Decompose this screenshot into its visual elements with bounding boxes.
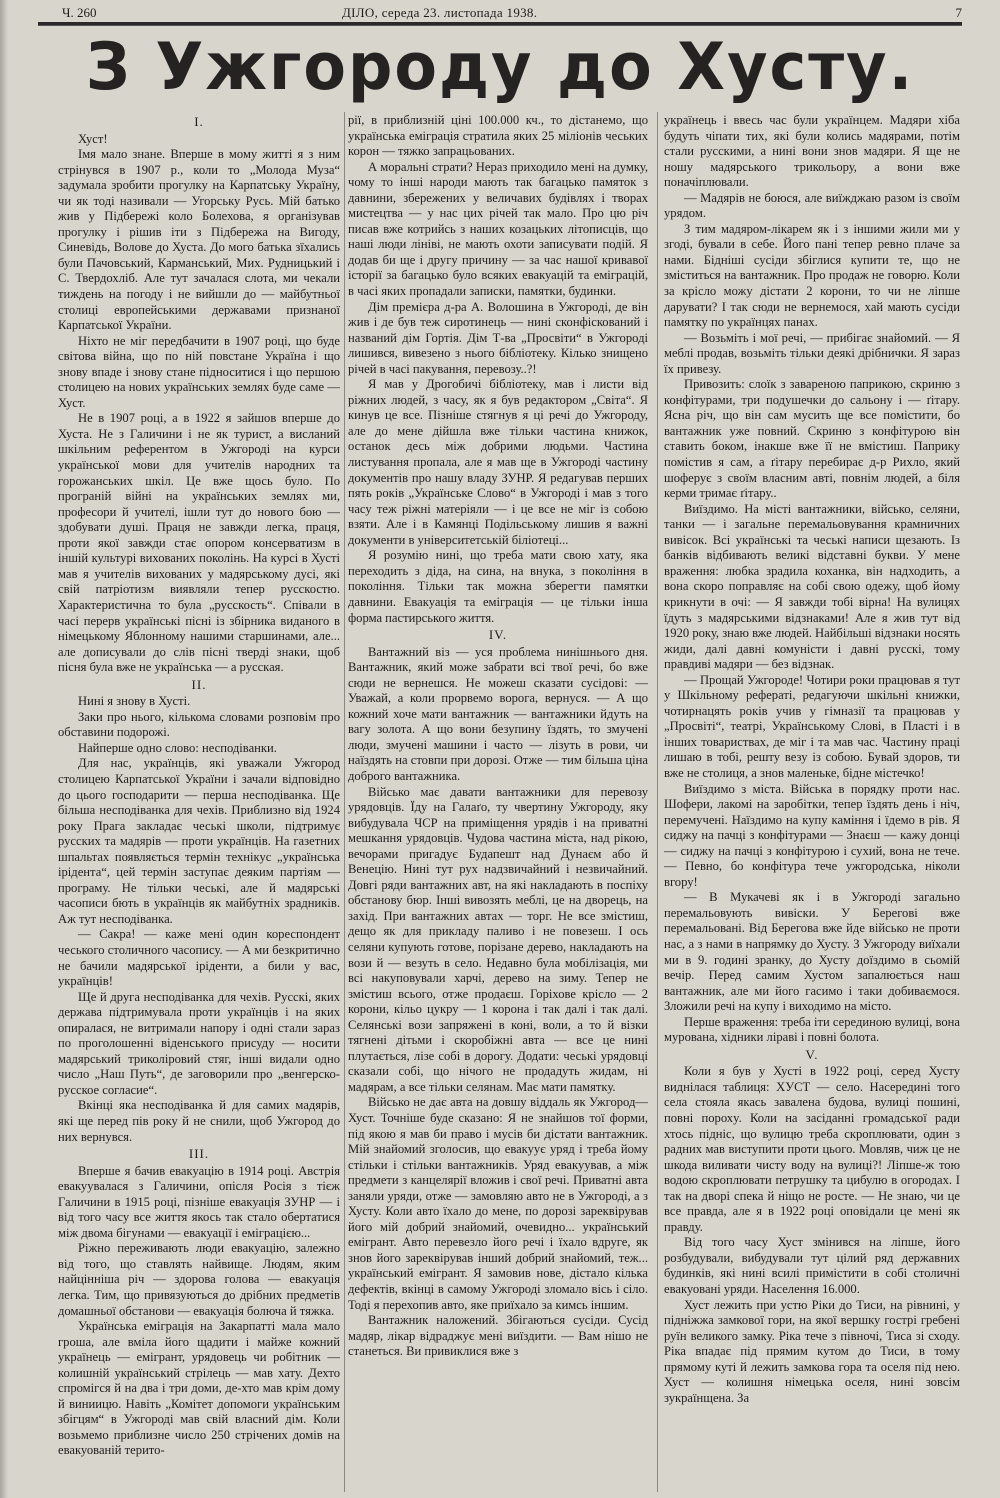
section-heading: II.: [191, 676, 207, 692]
column-divider: [657, 112, 658, 1492]
section-heading: V.: [805, 1046, 819, 1062]
paragraph: Військо має давати вантажники для перевозу урядовців. Їду на Галаґо, ту чвертину Ужгороду, яку вибудувала ЧСР на приміщення урядів і на приватні мешкання урядовців. Чудова частина міста, над рікою, вечорами пригадує Будапешт над Дунаєм або й Венецію. Нині тут рух надзвичайний і незвичайний. Довгі ряди вантажних авт, на які накладають в поспіху обстанову бюр. Інші вивозять меблі, це на дворець, на захід. При вантажних автах — торг. Не все змістиш, дещо як для прикладу паливо і не повезеш. І ось селяни купують готове, порізане дерево, накладають на вози й — везуть в село. Недавно була мобілізація, ми всі накуповували харчі, дерево на зиму. Тепер не змістиш всього, отже продаєш. Горіхове крісло — 2 корони, кільо цукру — 1 корона і так далі і так далі. Селянські вози запряжені в коні, воли, а то й візки тягнені дітьми і скоробіжні авта — все це нині плутається, лізе собі в дорогу. Додати: чеські урядовці сказали собі, що нічого не продадуть жидам, ні мадярам, а все тільки селянам. Має мати памятку.: [348, 784, 648, 1094]
masthead-date: ДІЛО, середа 23. листопада 1938.: [342, 5, 538, 20]
paragraph: Вантажний віз — уся проблема нинішнього дня. Вантажник, який може забрати всі твої речі, бо вже сюди не вернешся. Не можеш сказати сусідові: — Уважай, а коли прорвемо ворога, вернуся. — А що кожний хоче мати вантажник — вантажники йдуть на вагу золота. А що вони безупину їздять, то змучені люди, змучені машини і часто — лізуть в рови, чи наїздять на стовпи при дорозі. Отже — тим більша ціна доброго вантажника.: [348, 644, 648, 783]
column-1: [58, 113, 340, 1498]
page-number: 7: [955, 5, 962, 20]
paragraph: З тим мадяром-лікарем як і з іншими жили ми у згоді, бували в себе. Його пані тепер ревно плаче за нами. Бідніші сусіди збіглися купити те, що не зміститься на вантажник. Про продаж не говорю. Коли за крісло можу дістати 2 корони, то чи не ліпше дарувати? І так сюди не вернемося, хай мають сусіди памятку по українцях панах.: [664, 221, 960, 330]
paragraph: Дім премієра д-ра А. Волошина в Ужгороді, де він жив і де був теж сиротинець — нині сконфіскований і названий дім Гортія. Дім Т-ва „Просвіти“ в Ужгороді лишився, вивезено з нього бібліотеку. Кілько знищено річей в часі пакування, перевозу..?!: [348, 299, 648, 376]
paragraph: Привозить: слоїк з завареною паприкою, скриню з конфітурами, три подушечки до сальону і — ґітару. Ясна річ, що він сам мусить ще все помістити, бо вантажник уже повний. Скриню з конфітурою він ставить боком, інакше вже її не вмістиш. Паприку помістив я сам, а ґітару перебирає д-р Рихло, який шоферує з своїм власним авті, повнім людей, а біля керми тримає ґітару..: [664, 377, 960, 501]
paragraph: українець і ввесь час були українцем. Мадяри хіба будуть чіпати тих, які були колись мадярами, потім стали русскими, а нині вони знов мадяри. Я ще не ношу мадярського трикольору, а вони вже поначіплювали.: [664, 113, 960, 190]
paragraph: Ніхто не міг передбачити в 1907 році, що буде світова війна, що по ній повстане Україна і що знову впаде і знову стане підноситися і що першою столицею на нових українських землях буде саме — Хуст.: [58, 333, 340, 410]
page-edge-shadow: [0, 0, 8, 1498]
running-head: [62, 5, 962, 23]
header-rule: [38, 22, 962, 26]
paragraph: Ще й друга несподіванка для чехів. Русскі, яких держава підтримувала проти українців і на яких опиралася, не витримали напору і одні стали зараз по проголошенні віденського присуду — носити мадярський триколіровий стяг, інші видали одно число „Наш Путь“, де заговорили про „венгерско-русское согласие“.: [58, 989, 340, 1097]
section-heading: IV.: [488, 627, 508, 643]
issue-number: Ч. 260: [62, 5, 97, 20]
paragraph: Вкінці яка несподіванка й для самих мадярів, які ще перед пів року й не снили, щоб Ужгород до них вернувся.: [58, 1098, 340, 1144]
section-heading: I.: [194, 114, 204, 129]
paragraph: Українська еміграція на Закарпатті мала мало гроша, але вміла його щадити і майже кожний українець — емігрант, урядовець чи робітник — колишній український стрілець — мав хату. Дехто спромігся й на два і три доми, де-хто мав крім дому й виниицю. Навіть „Комітет допомоги українським збігцям“ в Ужгороді мав свій власний дім. Коли возьмемо приблизне число 250 стрічених домів на евакуованій терито-: [58, 1319, 340, 1458]
paragraph: А моральні страти? Нераз приходило мені на думку, чому то інші народи мають так багацько памяток з давнини, збережених у величавих будівлях і творах мистецтва — у нас цих річей так мало. Про цю річ писав вже котрийсь з наших козацьких літописців, що наші люди лініві, не мають охоти записувати подій. Я додав би ще і другу причину — за час нашої кривавої історії за багацько було всяких евакуацій та еміграцій, в часі яких пропадали записки, памятки, будинки.: [348, 159, 648, 299]
paragraph: — Сакра! — каже мені один кореспондент чеського столичного часопису. — А ми безкритично не бачили мадярської іріденти, а били у вас, українців!: [58, 927, 340, 989]
paragraph: рії, в приблизній ціні 100.000 кч., то дістанемо, що українська еміграція стратила яких 25 міліонів чеських корон — тяжко запрацьованих.: [348, 113, 648, 159]
paragraph: Я розумію нині, що треба мати свою хату, яка переходить з діда, на сина, на внука, з покоління в покоління. Тільки так можна зберегти памятки давнини. Евакуація та еміграція — це тільки інша форма пастирського життя.: [348, 548, 648, 625]
paragraph: — В Мукачеві як і в Ужгороді загально перемальовують вивіски. У Берегові вже перемальовані. Від Берегова вже йде військо не проти нас, а з нами в напрямку до Хусту. З Ужгороду виїхали ми в 9. годині зранку, до Хусту доїздимо в сьомій вечір. Перед самим Хустом запалюється наш вантажник, але ми його гасимо і таки добиваємося. Зложили речі на купу і виходимо на місто.: [664, 890, 960, 1014]
paragraph: Найперше одно слово: несподіванки.: [78, 740, 277, 755]
paragraph: — Возьміть і мої речі, — прибігає знайомий. — Я меблі продав, возьміть тільки деякі дрібнички. Я зараз їх привезу.: [664, 330, 960, 376]
paragraph: Для нас, українців, які уважали Ужгород столицею Карпатської України і зачали відповідно до цього господарити — перша несподіванка. Ще більша несподіванка для чехів. Приблизно від 1924 року Прага закладає чеські школи, підтримує русских та мадярів — проти українців. На газетних шпальтах появляється термін технікус „українська ірідента“, цей термін заступає деяким партіям — програму. Не тільки чеські, але й мадярські часописи бють в українців як майбутніх зрадників. Аж тут несподіванка.: [58, 756, 340, 926]
paragraph: Хуст лежить при устю Ріки до Тиси, на рівнині, у підніжжа замкової гори, на якої вершку гострі гребені руїн великого замку. Ріка тече з півночі, Тиса зі сходу. Ріка впадає під прямим кутом до Тиси, в тому прямому куті й лежить замкова гора та оселя під нею. Хуст — колишня німецька оселя, нині зовсім зукраїнщена. За: [664, 1297, 960, 1405]
paragraph: Виїздимо з міста. Війська в порядку проти нас. Шофери, лакомі на заробітки, тепер їздять день і ніч, перемучені. Наїздимо на купу каміння і їдемо в рів. Я сиджу на пачці з конфітурами — Знаєш — кажу донці — сиджу на пачці з конфітурою і сухий, вона не тече. — Певно, бо конфітура тече ужгородська, ніколи вгору!: [664, 781, 960, 889]
paragraph: — Мадярів не боюся, але виїжджаю разом із своїм урядом.: [664, 190, 960, 221]
paragraph: Імя мало знане. Вперше в мому житті я з ним стрінувся в 1907 р., коли то „Молода Муза“ задумала зробити прогулку на Карпатську Україну, чи як тоді називали — Угорську Русь. Мій батько жив у Підбережі коло Болехова, я організував прогулку і рішив іти з Підбережа на Вигоду, Синевідь, Воловe до Хуста. До мого батька зїхались були Пачовський, Карманський, Мих. Рудницький і С. Твердохліб. Але тут зачалася слота, ми чекали тиждень на погоду і не вийшли до — майбутньої столиці европейськими державами признаної Карпатської України.: [58, 147, 340, 333]
paragraph: Не в 1907 році, а в 1922 я зайшов вперше до Хуста. Не з Галичини і не як турист, а висланий шкільним референтом в Ужгороді на курси української мови для учителів народних та горожанських шкіл. Це вже щось було. По програній війні на українських землях ми, професори й учителі, ішли тут до нового бою — здобувати душі. Праця не завжди легка, праця, проти якої завжди стає опором консерватизм в іншій культурі вихованих поколінь. На курсі в Хусті мав я учителів вихованих у мадярському дусі, які свій патріотизм виявляли тепер русскостю. Характеристична то була „русскость“. Співали в часі перерв українські пісні із збірника виданого в німецькому Яблонному нашими старшинами, але... але дописували до слів пісні тверді знаки, щоб пісня була вже не українська — а русская.: [58, 411, 340, 675]
paragraph: — Прощай Ужгороде! Чотири роки працював я тут у Шкільному рефераті, редагуючи шкільні книжки, чотирнацять років учив у гімназії та працював у „Просвіті“, театрі, Українському Слові, в Пласті і в інших товариствах, де міг і та мав час. Частину праці лишаю в тобі, решту везу із собою. Бувай здоров, ти вже не столиця, а знов маленьке, бідне містечко!: [664, 672, 960, 780]
column-3: [664, 113, 960, 1498]
paragraph: Вантажник наложений. Збігаються сусіди. Сусід мадяр, лікар відраджує мені виїздити. — Вам нішо не станеться. Ви привиклися вже з: [348, 1313, 648, 1359]
paragraph: Перше враження: треба іти серединою вулиці, вона мурована, хідники ліраві і повні болота.: [664, 1014, 960, 1045]
section-heading: III.: [188, 1146, 210, 1162]
paragraph: Виїздимо. На місті вантажники, військо, селяни, танки — і загальне перемальовування крамничних вивісок. Всі українські та чеські написи щезають. Із банків відбивають великі відставні букви. У мене враження: любка зрадила коханка, він надходить, а вона скоро поправляє на собі свою одежу, щоб йому крикнути в очі: — Я завжди тобі вірна! На вулицях їдуть з мадярськими відзнаками! Але я жив тут від 1920 року, знаю вже людей. Найбільші відзнаки носять жиди, далі давні комуністи і давні русскі, тому правдиві мадяри — без відзнак.: [664, 501, 960, 672]
paragraph: Я мав у Дрогобичі бібліотеку, мав і листи від ріжних людей, з часу, як я був редактором „Світа“. Я кинув це все. Пізніше стягнув я ці речі до Ужгороду, але до мене дійшла вже тільки частина книжок, останок десь між добрими людьми. Частина листування пропала, але я мав ще в Ужгороді частину документів про нашу владу ЗУНР. Я редагував перших пять років „Українське Слово“ в Ужгороді і мав з того часу теж ріжні матеріяли — і це все не міг із собою взяти. Але і в Камянці Подільському лишив я важні документи в університетській біліотеці...: [348, 377, 648, 547]
column-2: [348, 113, 648, 1498]
paragraph: Коли я був у Хусті в 1922 році, серед Хусту виднілася таблиця: ХУСТ — село. Насередині того села стояла якась завалена будова, вулиці пошині, повні порохy. Коли на засіданні громадської ради хтось підніс, що вулицю треба скроплювати, один з радних мав виступити проти цього. Мовляв, чиж це не шкода виливати чисту воду на вулиці?! Ліпше-ж тою водою скроплювати петрушку та цибулю в огородах. І так на дворі спека й ніщо не росте. — Не знаю, чи це все правда, але я в 1922 році оповідали це мені як правду.: [664, 1064, 960, 1234]
paragraph: Заки про нього, кількома словами розповім про обставини подорожі.: [58, 709, 340, 740]
paragraph: Ріжно переживають люди евакуацію, залежно від того, що ставлять найвище. Людям, яким найцінніша річ — здорова голова — евакуація легка. Тим, що привязуються до дрібних предметів домашньої обстанови — евакуація болюча й тяжка.: [58, 1241, 340, 1318]
paragraph: Вперше я бачив евакуацію в 1914 році. Австрія евакуувалася з Галичини, опісля Росія з тієж Галичини в 1915 році, пізніше евакуація ЗУНР — і від того часу все життя якось так стало обертатися між двома бігунами — евакуації і еміграцією...: [58, 1163, 340, 1240]
paragraph: Нині я знову в Хусті.: [78, 694, 191, 709]
column-divider: [344, 112, 345, 1492]
paragraph: Військо не дає авта на довшу віддаль як Ужгород—Хуст. Точніше буде сказано: Я не знайшов тої форми, під якою я мав би право і мусів би дістати вантажник. Мій знайомий зголосив, що евакуує уряд і треба йому стільки і стільки вантажників. Уряд евакуував, а між предмети з канцелярії вложив і свої речі. Приватні авта заняли уряди, отже — замовляю авто не в Ужгороді, а з Хусту. Коли авто їхало до мене, по дорозі зареквірував його мій добрий знайомий, очевидно... український емігрант. Авто перевезло його речі і їхало вдруге, як знов його зареквірував інший добрий знайомий, теж... український емігрант. Я замовив нове, дістало кілька дефектів, вкінці в самому Ужгороді зломало вісь і сіло. Тоді я перехопив авто, яке приїхало за кимсь іншим.: [348, 1095, 648, 1312]
paragraph: Від того часу Хуст змінився на ліпше, його розбудували, вибудували тут цілий ряд державних будинків, які нині всилі примістити в собі столичні евакуовані уряди. Населення 16.000.: [664, 1235, 960, 1297]
paragraph: Хуст!: [78, 131, 108, 146]
article-title: З Ужгороду до Хусту.: [85, 28, 915, 105]
